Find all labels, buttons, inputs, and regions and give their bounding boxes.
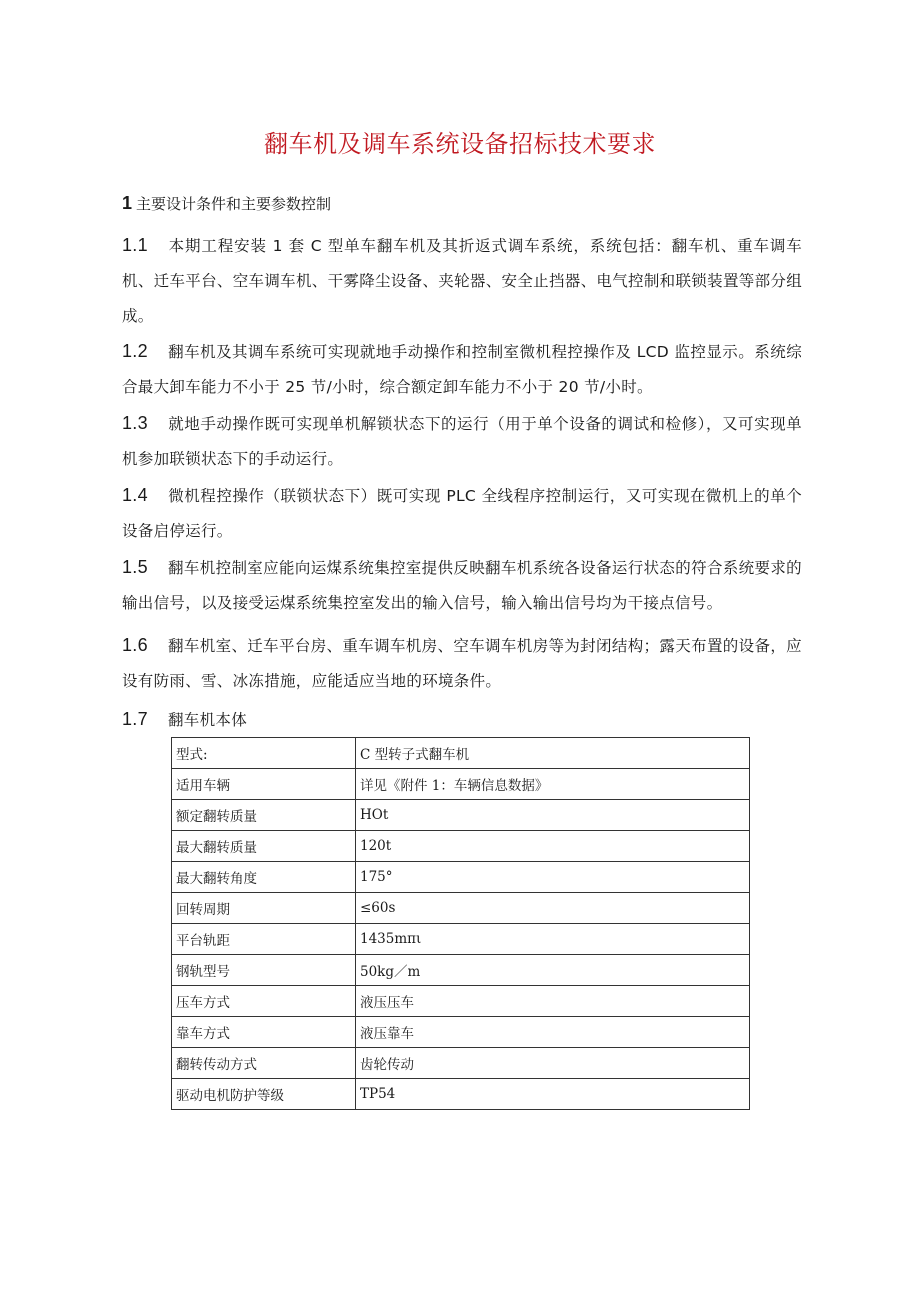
- spec-key: 回转周期: [172, 893, 356, 924]
- paragraph-number: 1.4: [122, 485, 148, 505]
- paragraph-1-1: [122, 228, 802, 334]
- paragraph-text: 翻车机室、迁车平台房、重车调车机房、空车调车机房等为封闭结构；露天布置的设备，应设有防雨、雪、冰冻措施，应能适应当地的环境条件。: [122, 637, 802, 690]
- paragraph-text: 翻车机本体: [168, 711, 248, 729]
- document-title: 翻车机及调车系统设备招标技术要求: [264, 130, 656, 158]
- spec-value: 50kg／m: [356, 955, 750, 986]
- paragraph-number: 1.6: [122, 635, 148, 655]
- paragraph-1-2: [122, 334, 802, 405]
- table-row: [172, 769, 750, 800]
- paragraph-number: 1.2: [122, 341, 148, 361]
- paragraph-number: 1.1: [122, 235, 148, 255]
- paragraph-number: 1.7: [122, 709, 148, 729]
- paragraph-1-7: [122, 702, 802, 738]
- section-text: 主要设计条件和主要参数控制: [136, 195, 332, 213]
- paragraph-text: 本期工程安装 1 套 C 型单车翻车机及其折返式调车系统，系统包括：翻车机、重车调车机、迁车平台、空车调车机、干雾降尘设备、夹轮器、安全止挡器、电气控制和联锁装置等部分组成。: [122, 237, 802, 325]
- spec-value: 齿轮传动: [356, 1048, 750, 1079]
- paragraph-text: 翻车机及其调车系统可实现就地手动操作和控制室微机程控操作及 LCD 监控显示。系统综合最大卸车能力不小于 25 节/小时，综合额定卸车能力不小于 20 节/小时。: [122, 343, 802, 396]
- table-row: [172, 1017, 750, 1048]
- paragraph-text: 就地手动操作既可实现单机解锁状态下的运行（用于单个设备的调试和检修），又可实现单机参加联锁状态下的手动运行。: [122, 415, 802, 468]
- spec-key: 型式:: [172, 738, 356, 769]
- table-row: [172, 893, 750, 924]
- table-row: [172, 800, 750, 831]
- spec-key: 驱动电机防护等级: [172, 1079, 356, 1110]
- spec-value: 详见《附件 1：车辆信息数据》: [356, 769, 750, 800]
- paragraph-number: 1.5: [122, 557, 148, 577]
- section-heading: [122, 193, 331, 214]
- table-row: [172, 862, 750, 893]
- spec-key: 钢轨型号: [172, 955, 356, 986]
- spec-key: 翻转传动方式: [172, 1048, 356, 1079]
- table-row: [172, 986, 750, 1017]
- table-row: [172, 1048, 750, 1079]
- spec-value: 175°: [356, 862, 750, 893]
- paragraph-1-5: [122, 550, 802, 621]
- spec-value: ≤60s: [356, 893, 750, 924]
- paragraph-text: 微机程控操作（联锁状态下）既可实现 PLC 全线程序控制运行，又可实现在微机上的单个设备启停运行。: [122, 487, 802, 540]
- table-row: [172, 1079, 750, 1110]
- table-row: [172, 924, 750, 955]
- table-row: [172, 831, 750, 862]
- paragraph-1-6: [122, 628, 802, 699]
- spec-table: [171, 737, 750, 1110]
- spec-value: 120t: [356, 831, 750, 862]
- spec-key: 压车方式: [172, 986, 356, 1017]
- table-row: [172, 955, 750, 986]
- spec-key: 靠车方式: [172, 1017, 356, 1048]
- spec-key: 最大翻转角度: [172, 862, 356, 893]
- paragraph-text: 翻车机控制室应能向运煤系统集控室提供反映翻车机系统各设备运行状态的符合系统要求的输出信号，以及接受运煤系统集控室发出的输入信号，输入输出信号均为干接点信号。: [122, 559, 802, 612]
- spec-value: 液压靠车: [356, 1017, 750, 1048]
- paragraph-number: 1.3: [122, 413, 148, 433]
- table-row: [172, 738, 750, 769]
- spec-value: 液压压车: [356, 986, 750, 1017]
- spec-value: C 型转子式翻车机: [356, 738, 750, 769]
- spec-key: 适用车辆: [172, 769, 356, 800]
- paragraph-1-4: [122, 478, 802, 549]
- spec-key: 最大翻转质量: [172, 831, 356, 862]
- paragraph-1-3: [122, 406, 802, 477]
- spec-key: 平台轨距: [172, 924, 356, 955]
- spec-value: HOt: [356, 800, 750, 831]
- section-number: 1: [122, 193, 133, 213]
- spec-key: 额定翻转质量: [172, 800, 356, 831]
- spec-value: TP54: [356, 1079, 750, 1110]
- spec-value: 1435mπι: [356, 924, 750, 955]
